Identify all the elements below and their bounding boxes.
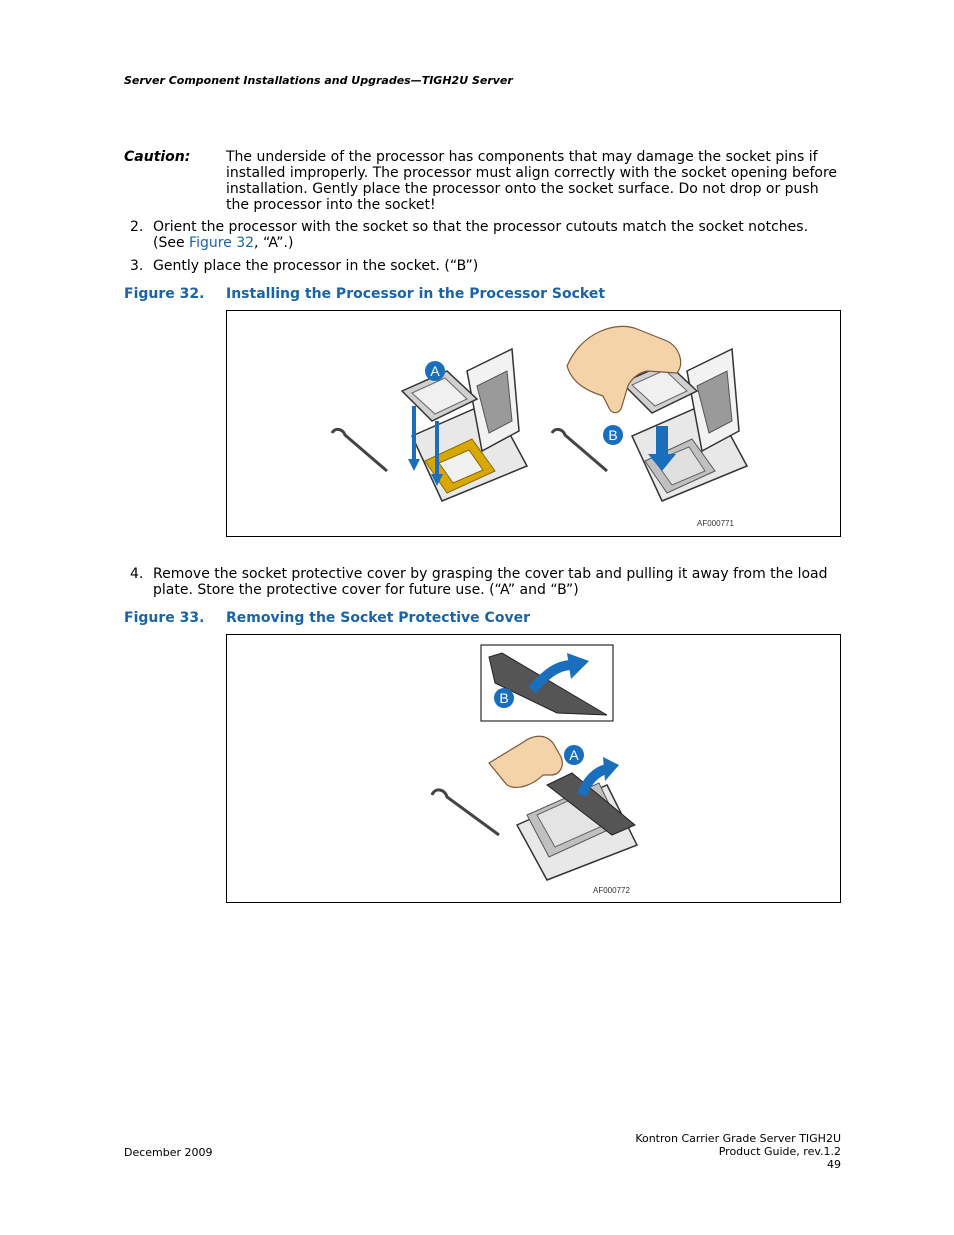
callout-a-label: A: [569, 747, 579, 763]
caution-line: installed improperly. The processor must align correctly with the socket opening before: [226, 165, 838, 181]
callout-b-label: B: [499, 690, 509, 706]
figure-32-title: Installing the Processor in the Processor Socket: [226, 286, 606, 302]
figure-33-drawing: [227, 635, 842, 904]
step-text: Gently place the processor in the socket. (“B”): [153, 258, 479, 274]
cover-inset: [481, 645, 613, 721]
step-text-continued: plate. Store the protective cover for future use. (“A” and “B”): [153, 582, 579, 598]
page-number: 49: [827, 1158, 841, 1171]
caution-line: The underside of the processor has components that may damage the socket pins if: [226, 149, 818, 165]
caution-text: [226, 149, 846, 213]
callout-b-label: B: [608, 427, 618, 443]
step-number: 2.: [130, 219, 144, 235]
caution-line: installation. Gently place the processor onto the socket surface. Do not drop or push: [226, 181, 819, 197]
figure-32-link[interactable]: Figure 32: [189, 235, 255, 251]
figure-32-illustration: [226, 310, 841, 537]
footer-product: [635, 1132, 841, 1171]
fingers-icon: [489, 736, 562, 787]
figure-33-illustration: [226, 634, 841, 903]
footer-product-line: Product Guide, rev.1.2: [718, 1145, 841, 1158]
step-text-continued: (See Figure 32, “A”.): [153, 235, 294, 251]
footer-date: December 2009: [124, 1146, 213, 1159]
callout-b-icon: [603, 425, 623, 445]
caution-line: the processor into the socket!: [226, 197, 436, 213]
figure-32-label: Figure 32.: [124, 286, 205, 302]
footer-product-line: Kontron Carrier Grade Server TIGH2U: [635, 1132, 841, 1145]
figure-32-code: AF000771: [697, 519, 734, 528]
figure-32-drawing: [227, 311, 842, 538]
step-number: 4.: [130, 566, 144, 582]
step-number: 3.: [130, 258, 144, 274]
caution-label: Caution:: [124, 149, 191, 165]
running-header: Server Component Installations and Upgrades—TIGH2U Server: [124, 74, 513, 87]
figure-33-title: Removing the Socket Protective Cover: [226, 610, 530, 626]
socket-with-cover: [432, 773, 637, 880]
callout-a-label: A: [430, 363, 440, 379]
callout-a-icon: [425, 361, 445, 381]
figure-33-label: Figure 33.: [124, 610, 205, 626]
step-text: Orient the processor with the socket so that the processor cutouts match the socket notches.: [153, 219, 809, 235]
step-text: Remove the socket protective cover by grasping the cover tab and pulling it away from the load: [153, 566, 828, 582]
figure-33-code: AF000772: [593, 886, 630, 895]
